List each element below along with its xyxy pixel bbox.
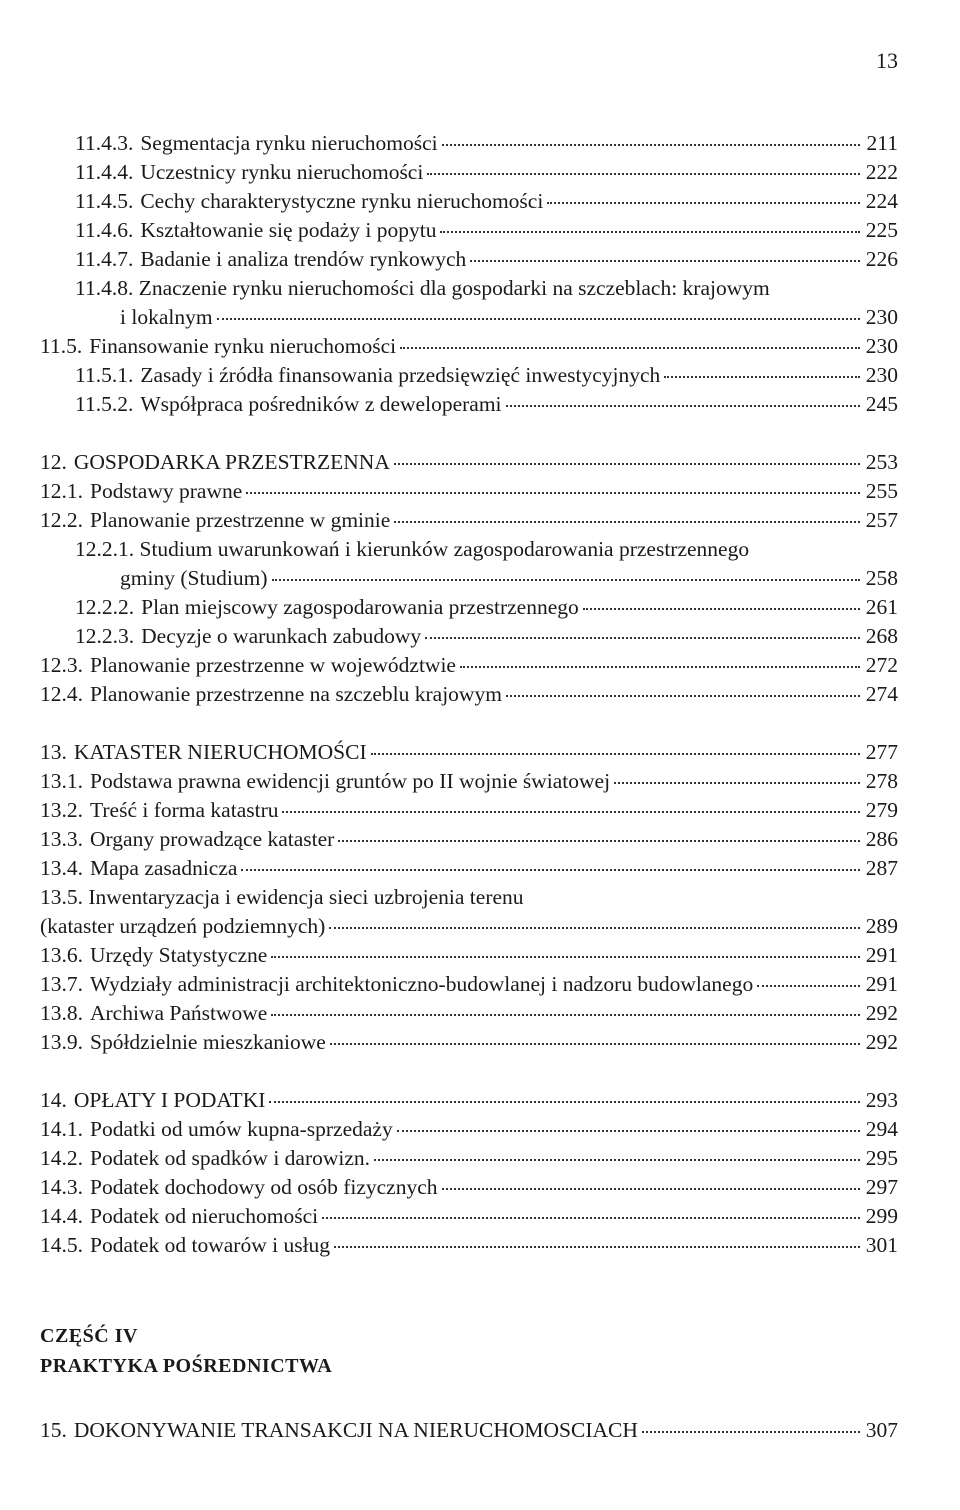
toc-entry: 13.1. Podstawa prawna ewidencji gruntów po II wojnie światowej 278 <box>40 769 898 793</box>
toc-chapter: 15. DOKONYWANIE TRANSAKCJI NA NIERUCHOMOSCIACH 307 <box>40 1418 898 1442</box>
toc-entry: 11.5.2. Współpraca pośredników z deweloperami 245 <box>75 392 898 416</box>
toc-entry: 12.2. Planowanie przestrzenne w gminie 257 <box>40 508 898 532</box>
toc-entry: 13.2. Treść i forma katastru 279 <box>40 798 898 822</box>
toc-entry: 12.3. Planowanie przestrzenne w województwie 272 <box>40 653 898 677</box>
toc-entry-continued: gminy (Studium) 258 <box>120 566 898 590</box>
toc-entry: 14.1. Podatki od umów kupna-sprzedaży 294 <box>40 1117 898 1141</box>
toc-entry: 13.6. Urzędy Statystyczne 291 <box>40 943 898 967</box>
toc-chapter: 14. OPŁATY I PODATKI 293 <box>40 1088 898 1112</box>
toc-entry: 12.4. Planowanie przestrzenne na szczeblu krajowym 274 <box>40 682 898 706</box>
toc-entry: 13.9. Spółdzielnie mieszkaniowe 292 <box>40 1030 898 1054</box>
toc-entry: 11.4.5. Cechy charakterystyczne rynku nieruchomości 224 <box>75 189 898 213</box>
toc-entry: 11.4.7. Badanie i analiza trendów rynkowych 226 <box>75 247 898 271</box>
toc-entry-continued: (kataster urządzeń podziemnych) 289 <box>40 914 898 938</box>
toc-entry: 13.8. Archiwa Państwowe 292 <box>40 1001 898 1025</box>
page-number: 13 <box>876 48 898 73</box>
toc-entry: 11.4.8. Znaczenie rynku nieruchomości dla gospodarki na szczeblach: krajowym <box>75 276 770 300</box>
toc-entry: 14.4. Podatek od nieruchomości 299 <box>40 1204 898 1228</box>
toc-entry: 14.3. Podatek dochodowy od osób fizycznych 297 <box>40 1175 898 1199</box>
toc-entry: 11.5.1. Zasady i źródła finansowania przedsięwzięć inwestycyjnych 230 <box>75 363 898 387</box>
toc-entry: 12.2.3. Decyzje o warunkach zabudowy 268 <box>75 624 898 648</box>
toc-entry: 13.3. Organy prowadzące kataster 286 <box>40 827 898 851</box>
toc-chapter: 12. GOSPODARKA PRZESTRZENNA 253 <box>40 450 898 474</box>
toc-entry: 13.4. Mapa zasadnicza 287 <box>40 856 898 880</box>
part-title: PRAKTYKA POŚREDNICTWA <box>40 1355 333 1377</box>
toc-entry: 12.2.1. Studium uwarunkowań i kierunków zagospodarowania przestrzennego <box>75 537 750 561</box>
part-label: CZĘŚĆ IV <box>40 1325 138 1347</box>
toc-entry-continued: i lokalnym 230 <box>120 305 898 329</box>
toc-entry: 14.5. Podatek od towarów i usług 301 <box>40 1233 898 1257</box>
toc-chapter: 13. KATASTER NIERUCHOMOŚCI 277 <box>40 740 898 764</box>
toc-entry: 14.2. Podatek od spadków i darowizn. 295 <box>40 1146 898 1170</box>
toc-entry: 11.4.3. Segmentacja rynku nieruchomości 211 <box>75 131 898 155</box>
toc-entry: 12.2.2. Plan miejscowy zagospodarowania przestrzennego 261 <box>75 595 898 619</box>
toc-entry: 11.4.6. Kształtowanie się podaży i popytu 225 <box>75 218 898 242</box>
toc-entry: 12.1. Podstawy prawne 255 <box>40 479 898 503</box>
toc-entry: 13.5. Inwentaryzacja i ewidencja sieci uzbrojenia terenu <box>40 885 524 909</box>
toc-entry: 11.5. Finansowanie rynku nieruchomości 230 <box>40 334 898 358</box>
toc-entry: 11.4.4. Uczestnicy rynku nieruchomości 222 <box>75 160 898 184</box>
toc-entry: 13.7. Wydziały administracji architektoniczno-budowlanej i nadzoru budowlanego 291 <box>40 972 898 996</box>
